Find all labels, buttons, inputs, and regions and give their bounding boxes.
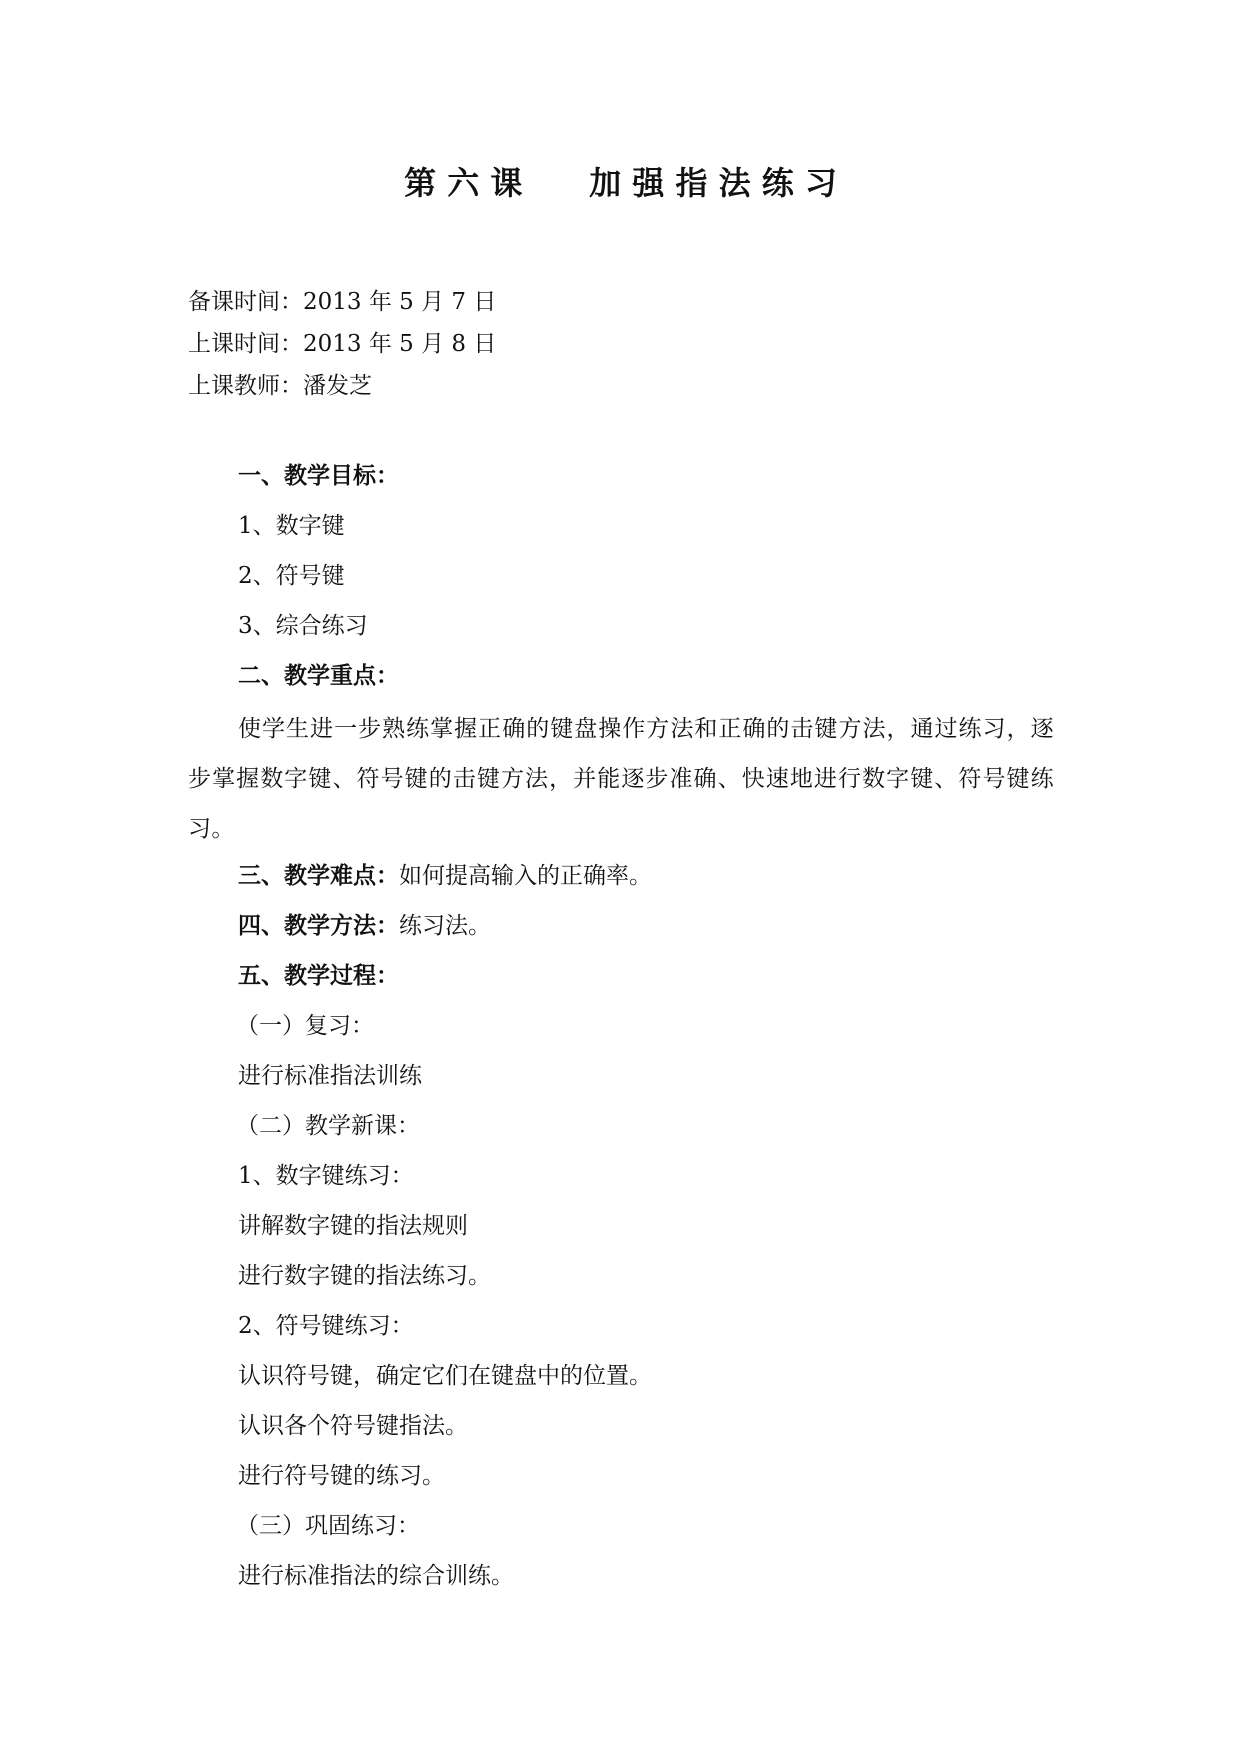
objectives-heading: 一、教学目标： xyxy=(238,462,399,489)
consolidate-text: 进行标准指法的综合训练。 xyxy=(238,1563,514,1589)
process-heading: 五、教学过程： xyxy=(238,962,399,989)
symbol-practice-item: 进行符号键的练习。 xyxy=(238,1463,445,1489)
page-title: 第 六 课 加 强 指 法 练 习 xyxy=(404,164,837,202)
key-points-text: 使学生进一步熟练掌握正确的键盘操作方法和正确的击键方法，通过练习，逐步掌握数字键、符号键的击键方法，并能逐步准确、快速地进行数字键、符号键练习。 xyxy=(188,716,1054,842)
review-heading: （一）复习： xyxy=(236,1013,374,1039)
method-label: 四、教学方法： xyxy=(238,912,399,939)
objective-item: 2、符号键 xyxy=(238,563,345,589)
difficulty-text: 如何提高输入的正确率。 xyxy=(399,863,652,889)
class-time: 上课时间：2013 年 5 月 8 日 xyxy=(188,331,497,357)
objective-item: 1、数字键 xyxy=(238,513,345,539)
digit-practice-item: 进行数字键的指法练习。 xyxy=(238,1263,491,1289)
consolidate-heading: （三）巩固练习： xyxy=(236,1513,420,1539)
objective-item: 3、综合练习 xyxy=(238,613,368,639)
new-lesson-heading: （二）教学新课： xyxy=(236,1113,420,1139)
digit-practice-item: 讲解数字键的指法规则 xyxy=(238,1213,468,1239)
method-line xyxy=(238,909,491,943)
difficulty-line xyxy=(238,859,652,893)
symbol-practice-item: 认识符号键，确定它们在键盘中的位置。 xyxy=(238,1363,652,1389)
teacher: 上课教师：潘发芝 xyxy=(188,373,372,399)
key-points-heading: 二、教学重点： xyxy=(238,662,399,689)
symbol-practice-item: 认识各个符号键指法。 xyxy=(238,1413,468,1439)
difficulty-label: 三、教学难点： xyxy=(238,862,399,889)
method-text: 练习法。 xyxy=(399,913,491,939)
symbol-practice-heading: 2、符号键练习： xyxy=(238,1313,414,1339)
digit-practice-heading: 1、数字键练习： xyxy=(238,1163,414,1189)
prep-time: 备课时间：2013 年 5 月 7 日 xyxy=(188,289,497,315)
review-text: 进行标准指法训练 xyxy=(238,1063,422,1089)
